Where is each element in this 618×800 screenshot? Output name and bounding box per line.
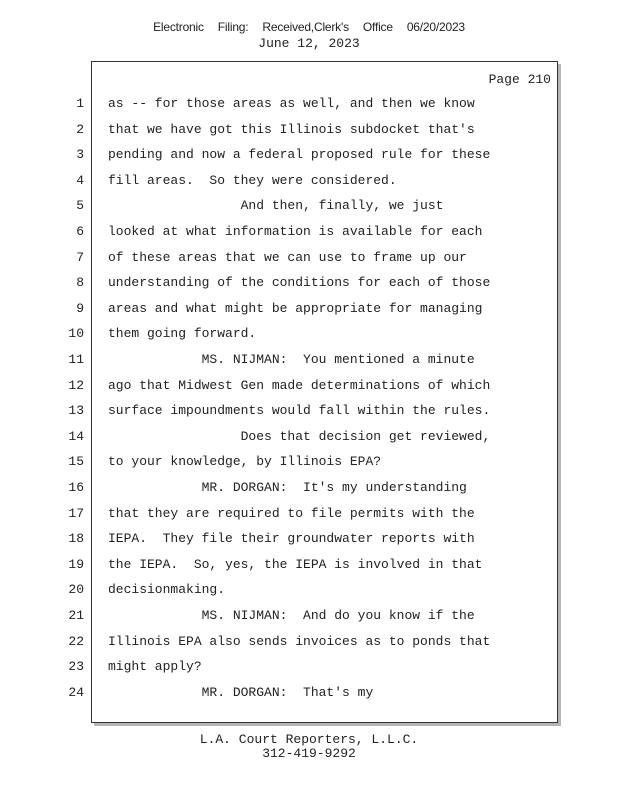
line-text: them going forward. <box>108 326 257 341</box>
line-text: understanding of the conditions for each of those <box>108 275 491 290</box>
line-text: pending and now a federal proposed rule for these <box>108 147 491 162</box>
line-text: Illinois EPA also sends invoices as to ponds that <box>108 634 491 649</box>
line-number: 2 <box>76 122 84 137</box>
stamp-word: Received,Clerk's <box>262 20 349 34</box>
line-text: as -- for those areas as well, and then we know <box>108 96 475 111</box>
line-number: 1 <box>76 96 84 111</box>
line-text: MR. DORGAN: It's my understanding <box>108 480 467 495</box>
line-text: Does that decision get reviewed, <box>108 429 491 444</box>
line-number: 22 <box>68 634 84 649</box>
line-text: surface impoundments would fall within the rules. <box>108 403 491 418</box>
line-number: 16 <box>68 480 84 495</box>
filing-stamp <box>0 20 618 34</box>
stamp-word: 06/20/2023 <box>406 20 465 34</box>
line-number: 17 <box>68 506 84 521</box>
stamp-word: Electronic <box>153 20 204 34</box>
line-number: 5 <box>76 198 84 213</box>
line-number: 21 <box>68 608 84 623</box>
line-text: looked at what information is available for each <box>108 224 483 239</box>
line-number: 13 <box>68 403 84 418</box>
line-text: MS. NIJMAN: You mentioned a minute <box>108 352 475 367</box>
line-number: 19 <box>68 557 84 572</box>
line-text: of these areas that we can use to frame up our <box>108 250 467 265</box>
footer <box>0 733 618 761</box>
reporter-company: L.A. Court Reporters, L.L.C. <box>199 732 419 747</box>
transcript-date: June 12, 2023 <box>258 36 360 51</box>
page-number: Page 210 <box>488 72 551 87</box>
line-text: might apply? <box>108 659 202 674</box>
line-number: 23 <box>68 659 84 674</box>
line-number: 24 <box>68 685 84 700</box>
line-text: MR. DORGAN: That's my <box>108 685 374 700</box>
line-text: areas and what might be appropriate for managing <box>108 301 483 316</box>
stamp-word: Filing: <box>217 20 249 34</box>
line-number: 7 <box>76 250 84 265</box>
line-number: 9 <box>76 301 84 316</box>
line-number: 12 <box>68 378 84 393</box>
line-text: decisionmaking. <box>108 582 226 597</box>
line-number: 14 <box>68 429 84 444</box>
line-text: And then, finally, we just <box>108 198 444 213</box>
line-text: MS. NIJMAN: And do you know if the <box>108 608 475 623</box>
line-number: 15 <box>68 454 84 469</box>
line-text: that they are required to file permits with the <box>108 506 475 521</box>
line-text: that we have got this Illinois subdocket that's <box>108 122 475 137</box>
line-text: IEPA. They file their groundwater reports with <box>108 531 475 546</box>
line-number: 18 <box>68 531 84 546</box>
line-number: 8 <box>76 275 84 290</box>
line-number: 11 <box>68 352 84 367</box>
line-number: 4 <box>76 173 84 188</box>
line-text: to your knowledge, by Illinois EPA? <box>108 454 382 469</box>
reporter-phone: 312-419-9292 <box>262 746 356 761</box>
line-number: 10 <box>68 326 84 341</box>
stamp-word: Office <box>362 20 393 34</box>
line-text: fill areas. So they were considered. <box>108 173 397 188</box>
line-text: the IEPA. So, yes, the IEPA is involved in that <box>108 557 483 572</box>
line-number: 6 <box>76 224 84 239</box>
line-number: 20 <box>68 582 84 597</box>
line-text: ago that Midwest Gen made determinations of which <box>108 378 491 393</box>
line-number: 3 <box>76 147 84 162</box>
